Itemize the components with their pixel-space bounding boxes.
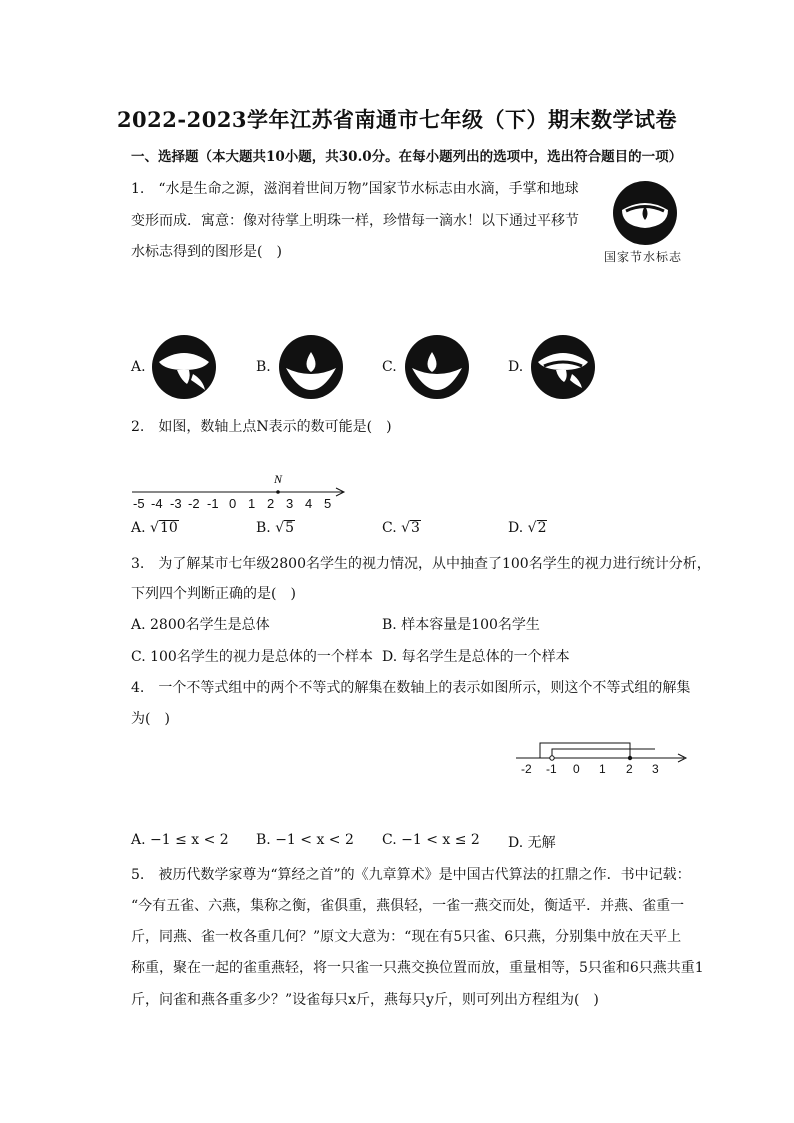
q2-option-b[interactable]: B. √5 (256, 520, 295, 536)
q2-option-d[interactable]: D. √2 (508, 520, 547, 536)
q4-line-1: 4. 一个不等式组中的两个不等式的解集在数轴上的表示如图所示，则这个不等式组的解集 (131, 680, 691, 696)
water-saving-logo-icon (612, 180, 678, 246)
q1-option-d-label: D. (508, 359, 524, 375)
q3-option-c[interactable]: C. 100名学生的视力是总体的一个样本 (131, 649, 373, 665)
q1-line-3: 水标志得到的图形是( ) (131, 244, 282, 260)
point-n-marker (276, 490, 280, 494)
q1-option-a-figure-icon[interactable] (151, 334, 217, 400)
q5-line-1: 5. 被历代数学家尊为“算经之首”的《九章算术》是中国古代算法的扛鼎之作．书中记载： (131, 867, 691, 883)
tick-label: 3 (652, 762, 659, 776)
solution-set-upper (540, 743, 630, 758)
q4-option-c[interactable]: C. −1 < x ≤ 2 (382, 832, 480, 848)
q1-option-a-label: A. (131, 359, 146, 375)
q4-number-line (512, 738, 692, 778)
q1-line-2: 变形而成．寓意：像对待掌上明珠一样，珍惜每一滴水！以下通过平移节 (131, 213, 579, 229)
tick-label: 0 (573, 762, 580, 776)
open-point-minus1 (550, 756, 554, 760)
point-n-label: N (274, 472, 283, 486)
q2-stem: 2. 如图，数轴上点N表示的数可能是( ) (131, 419, 392, 435)
tick-label: 3 (286, 496, 294, 511)
tick-label: 5 (324, 496, 332, 511)
q1-line-1: 1. “水是生命之源，滋润着世间万物”国家节水标志由水滴，手掌和地球 (131, 181, 579, 197)
tick-label: 4 (305, 496, 313, 511)
q5-line-5: 斤，问雀和燕各重多少？”设雀每只x斤，燕每只y斤，则可列出方程组为( ) (131, 992, 599, 1008)
logo-caption: 国家节水标志 (604, 250, 683, 264)
q4-line-2: 为( ) (131, 711, 170, 727)
tick-label: 0 (229, 496, 237, 511)
q4-option-a[interactable]: A. −1 ≤ x < 2 (131, 832, 229, 848)
tick-label: 2 (626, 762, 633, 776)
q1-option-c-label: C. (382, 359, 397, 375)
tick-label: 1 (599, 762, 606, 776)
tick-label: -1 (207, 496, 219, 511)
q3-option-b[interactable]: B. 样本容量是100名学生 (382, 617, 540, 633)
q1-option-b-label: B. (256, 359, 271, 375)
q5-line-2: “今有五雀、六燕，集称之衡，雀俱重，燕俱轻，一雀一燕交而处，衡适平．并燕、雀重一 (131, 898, 685, 914)
q2-number-line (128, 468, 353, 516)
q5-line-4: 称重，聚在一起的雀重燕轻，将一只雀一只燕交换位置而放，重量相等，5只雀和6只燕共重1 (131, 960, 704, 976)
tick-label: -5 (133, 496, 145, 511)
tick-label: -2 (521, 762, 532, 776)
q1-option-c-figure-icon[interactable] (404, 334, 470, 400)
solution-set-lower (552, 749, 655, 758)
q4-option-d[interactable]: D. 无解 (508, 835, 556, 851)
tick-label: -2 (188, 496, 200, 511)
q2-option-c[interactable]: C. √3 (382, 520, 420, 536)
closed-point-2 (628, 756, 632, 760)
tick-label: -4 (151, 496, 163, 511)
tick-label: 2 (267, 496, 275, 511)
q3-line-1: 3. 为了解某市七年级2800名学生的视力情况，从中抽查了100名学生的视力进行统计分析， (131, 556, 711, 572)
q2-option-a[interactable]: A. √10 (131, 520, 178, 536)
q3-option-d[interactable]: D. 每名学生是总体的一个样本 (382, 649, 570, 665)
tick-label: -3 (170, 496, 182, 511)
page-title: 2022-2023学年江苏省南通市七年级（下）期末数学试卷 (116, 107, 678, 132)
section-heading: 一、选择题（本大题共10小题，共30.0分。在每小题列出的选项中，选出符合题目的一项） (131, 149, 683, 165)
q3-line-2: 下列四个判断正确的是( ) (131, 586, 296, 602)
q1-option-d-figure-icon[interactable] (530, 334, 596, 400)
q5-line-3: 斤，同燕、雀一枚各重几何？”原文大意为：“现在有5只雀、6只燕，分别集中放在天平上 (131, 929, 682, 945)
tick-label: -1 (546, 762, 557, 776)
q4-option-b[interactable]: B. −1 < x < 2 (256, 832, 354, 848)
tick-label: 1 (248, 496, 256, 511)
q1-option-b-figure-icon[interactable] (278, 334, 344, 400)
q3-option-a[interactable]: A. 2800名学生是总体 (131, 617, 270, 633)
